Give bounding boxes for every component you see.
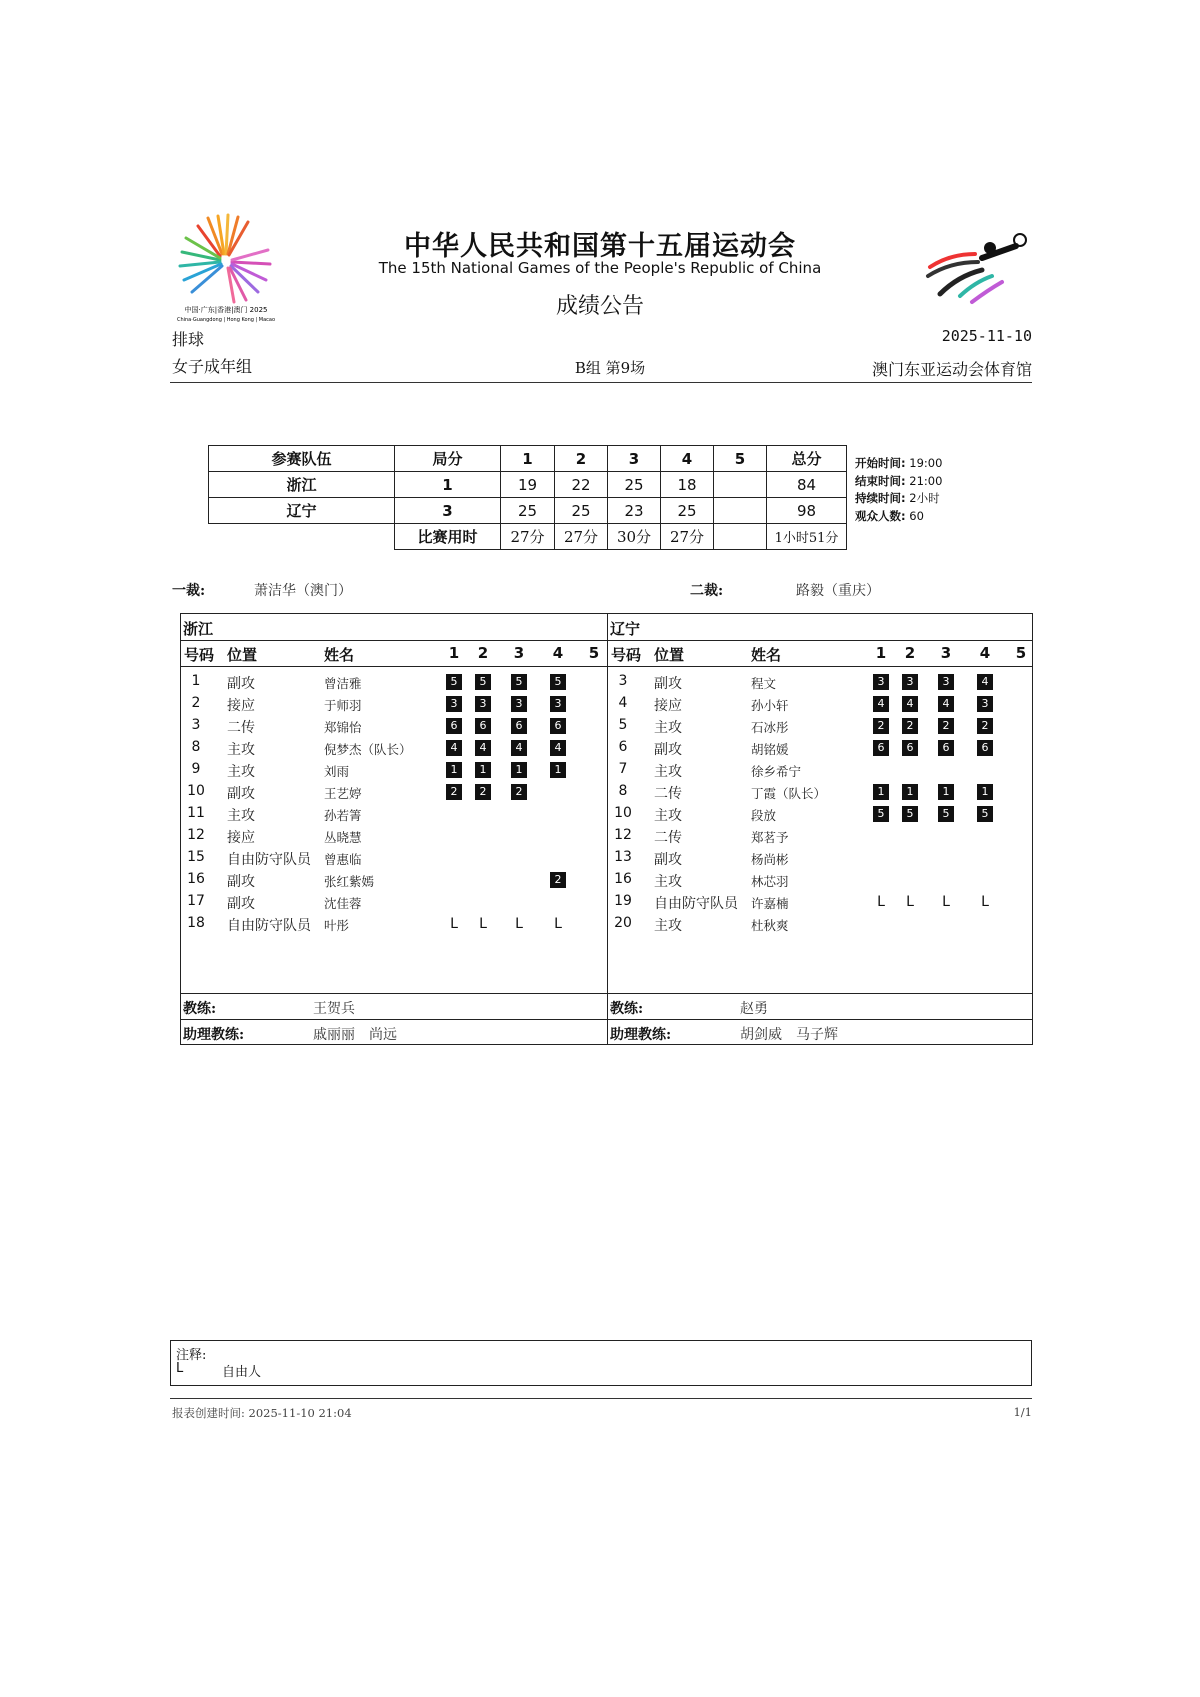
starting-position-cell: 1 [511,762,527,778]
player-name: 许嘉楠 [751,896,789,911]
player-position: 主攻 [227,808,255,824]
player-name: 郑锦怡 [324,720,362,735]
col-header-set: 2 [904,644,916,662]
player-position: 副攻 [227,896,255,912]
player-position: 主攻 [654,874,682,890]
starting-position-cell: 1 [550,762,566,778]
coach-label: 教练: [183,1001,217,1017]
start-time-label: 开始时间: [855,456,906,470]
player-number: 3 [191,717,201,733]
set-duration [714,524,767,550]
team-divider [608,993,1032,994]
starting-position-cell: 2 [511,784,527,800]
score-header-sets: 局分 [395,446,501,472]
score-set: 23 [608,498,661,524]
col-header-set: 1 [875,644,887,662]
player-number: 17 [187,893,205,909]
player-number: 20 [614,915,632,931]
starting-position-cell: 4 [873,696,889,712]
player-number: 8 [191,739,201,755]
score-set: 25 [661,498,714,524]
spectators-label: 观众人数: [855,508,906,523]
col-header-set: 4 [979,644,991,662]
starting-position-cell: L [515,916,523,932]
player-row [181,825,607,847]
player-row [181,913,607,935]
col-header-number: 号码 [184,646,215,664]
assistant-coach-names: 戚丽丽 尚远 [313,1027,397,1043]
player-number: 8 [618,783,628,799]
player-number: 16 [187,871,205,887]
total-duration: 1小时51分 [767,524,847,550]
col-header-set: 2 [477,644,489,662]
score-sets-won: 1 [395,472,501,498]
col-header-set: 5 [588,644,600,662]
player-name: 段放 [751,808,777,823]
score-set: 25 [501,498,555,524]
starting-position-cell: 5 [446,674,462,690]
score-set [714,472,767,498]
title-chinese: 中华人民共和国第十五届运动会 [404,231,796,262]
score-total: 84 [767,472,847,498]
player-row [181,803,607,825]
player-number: 1 [191,673,201,689]
footer-divider [170,1398,1032,1399]
score-set: 22 [555,472,608,498]
player-name: 于师羽 [324,698,362,713]
starting-position-cell: 1 [977,784,993,800]
starting-position-cell: 3 [446,696,462,712]
team-panel-zhejiang [180,613,608,1045]
starting-position-cell: 3 [475,696,491,712]
starting-position-cell: 4 [446,740,462,756]
player-number: 15 [187,849,205,865]
player-position: 接应 [227,698,255,714]
col-header-set: 5 [1015,644,1027,662]
starting-position-cell: 6 [977,740,993,756]
score-set: 25 [608,472,661,498]
team-name: 辽宁 [610,620,641,638]
player-row [608,693,1032,715]
logo-subtext: China·Guangdong | Hong Kong | Macao [176,317,276,323]
score-table [208,445,847,550]
player-row [181,847,607,869]
player-name: 杜秋爽 [751,918,789,933]
title-english: The 15th National Games of the People's Republic of China [378,259,822,277]
duration-row [209,524,847,550]
player-row [608,825,1032,847]
starting-position-cell: 2 [938,718,954,734]
player-name: 程文 [751,676,777,691]
first-referee-label: 一裁: [172,583,206,599]
starting-position-cell: 4 [977,674,993,690]
player-number: 12 [187,827,205,843]
player-position: 主攻 [654,808,682,824]
score-set: 19 [501,472,555,498]
starting-position-cell: 4 [475,740,491,756]
player-name: 林芯羽 [751,874,789,889]
player-position: 自由防守队员 [227,852,311,868]
player-name: 孙小轩 [751,698,789,713]
starting-position-cell: L [942,894,950,910]
set-duration: 27分 [661,524,714,550]
volleyball-pictogram [920,232,1030,307]
starting-position-cell: 6 [475,718,491,734]
starting-position-cell: 1 [873,784,889,800]
player-position: 副攻 [654,676,682,692]
start-time: 19:00 [909,456,943,470]
player-name: 王艺婷 [324,786,362,801]
team-divider [181,666,607,667]
player-name: 丛晓慧 [324,830,362,845]
team-divider [181,640,607,641]
player-number: 13 [614,849,632,865]
score-header-row [209,446,847,472]
starting-position-cell: 6 [873,740,889,756]
starting-position-cell: 3 [902,674,918,690]
score-total: 98 [767,498,847,524]
player-number: 7 [618,761,628,777]
duration-info-label: 持续时间: [855,491,906,505]
team-divider [181,993,607,994]
player-row [181,891,607,913]
player-position: 主攻 [227,742,255,758]
starting-position-cell: 2 [446,784,462,800]
starting-position-cell: 5 [977,806,993,822]
player-row [181,737,607,759]
set-duration: 27分 [501,524,555,550]
player-position: 主攻 [654,918,682,934]
player-row [608,869,1032,891]
starting-position-cell: 6 [938,740,954,756]
team-divider [608,666,1032,667]
player-row [181,715,607,737]
starting-position-cell: 2 [902,718,918,734]
score-team-name: 辽宁 [209,498,395,524]
starting-position-cell: 4 [902,696,918,712]
score-header-set2: 2 [555,446,608,472]
duration-info: 2小时 [909,491,940,505]
starting-position-cell: 2 [550,872,566,888]
starting-position-cell: L [981,894,989,910]
second-referee-label: 二裁: [690,583,724,599]
starting-position-cell: 6 [446,718,462,734]
col-header-number: 号码 [611,646,642,664]
starting-position-cell: 1 [902,784,918,800]
spectators: 60 [909,508,924,523]
score-sets-won: 3 [395,498,501,524]
starting-position-cell: 3 [938,674,954,690]
coach-name: 王贺兵 [313,1001,355,1017]
category-label: 女子成年组 [172,357,253,376]
starting-position-cell: 3 [977,696,993,712]
notes-box [170,1340,1032,1386]
team-divider [608,640,1032,641]
starting-position-cell: 3 [550,696,566,712]
player-number: 19 [614,893,632,909]
starting-position-cell: 4 [938,696,954,712]
player-name: 丁霞（队长） [751,786,827,801]
end-time-label: 结束时间: [855,473,906,488]
player-row [608,671,1032,693]
player-name: 郑茗予 [751,830,789,845]
sport-label: 排球 [172,330,205,349]
team-panel-liaoning [607,613,1033,1045]
match-info [855,455,942,525]
player-position: 接应 [227,830,255,846]
score-header-total: 总分 [767,446,847,472]
starting-position-cell: 6 [511,718,527,734]
starting-position-cell: 3 [873,674,889,690]
col-header-name: 姓名 [324,646,355,664]
player-position: 副攻 [227,874,255,890]
starting-position-cell: 5 [902,806,918,822]
player-row [608,715,1032,737]
empty-cell [209,524,395,550]
starting-position-cell: 1 [475,762,491,778]
player-position: 副攻 [227,676,255,692]
assistant-coach-label: 助理教练: [610,1027,672,1043]
starting-position-cell: 3 [511,696,527,712]
player-row [181,759,607,781]
end-time: 21:00 [909,473,943,488]
starting-position-cell: 5 [475,674,491,690]
games-emblem-icon [170,208,282,326]
player-number: 12 [614,827,632,843]
header-divider [170,382,1032,383]
coach-label: 教练: [610,1001,644,1017]
score-header-set4: 4 [661,446,714,472]
starting-position-cell: 1 [446,762,462,778]
logo-text: 中国·广东|香港|澳门 2025 [184,306,268,314]
team-divider [608,1019,1032,1020]
player-number: 10 [614,805,632,821]
player-position: 副攻 [654,852,682,868]
starting-position-cell: L [479,916,487,932]
starting-position-cell: 2 [977,718,993,734]
score-row [209,472,847,498]
player-position: 主攻 [227,764,255,780]
starting-position-cell: 5 [938,806,954,822]
player-name: 叶彤 [324,918,350,933]
col-header-position: 位置 [227,646,258,664]
starting-position-cell: L [877,894,885,910]
score-header-set1: 1 [501,446,555,472]
coach-name: 赵勇 [740,1001,768,1017]
starting-position-cell: 4 [550,740,566,756]
notes-key: L [176,1361,184,1376]
player-row [608,847,1032,869]
venue-label: 澳门东亚运动会体育馆 [871,360,1032,379]
player-row [181,693,607,715]
player-number: 16 [614,871,632,887]
player-position: 副攻 [227,786,255,802]
score-team-name: 浙江 [209,472,395,498]
team-name: 浙江 [183,620,214,638]
first-referee-name: 萧洁华（澳门） [254,583,352,599]
player-name: 杨尚彬 [751,852,789,867]
player-position: 自由防守队员 [227,918,311,934]
player-number: 3 [618,673,628,689]
starting-position-cell: L [906,894,914,910]
player-name: 刘雨 [324,764,350,779]
score-set: 25 [555,498,608,524]
report-title: 成绩公告 [555,294,644,319]
player-name: 张红紫嫣 [324,874,375,889]
col-header-name: 姓名 [751,646,782,664]
score-header-set3: 3 [608,446,661,472]
col-header-set: 4 [552,644,564,662]
player-row [608,737,1032,759]
player-row [608,759,1032,781]
player-number: 11 [187,805,205,821]
player-number: 10 [187,783,205,799]
duration-label: 比赛用时 [395,524,501,550]
assistant-coach-label: 助理教练: [183,1027,245,1043]
starting-position-cell: 5 [550,674,566,690]
set-duration: 27分 [555,524,608,550]
round-label: B组 第9场 [574,359,646,377]
starting-position-cell: 1 [938,784,954,800]
player-position: 自由防守队员 [654,896,738,912]
score-set [714,498,767,524]
player-position: 二传 [227,720,255,736]
player-position: 二传 [654,830,682,846]
player-number: 4 [618,695,628,711]
col-header-position: 位置 [654,646,685,664]
player-position: 二传 [654,786,682,802]
starting-position-cell: 5 [511,674,527,690]
player-number: 18 [187,915,205,931]
score-header-set5: 5 [714,446,767,472]
player-position: 副攻 [654,742,682,758]
starting-position-cell: 6 [550,718,566,734]
set-duration: 30分 [608,524,661,550]
player-name: 石冰彤 [751,720,789,735]
player-name: 曾惠临 [324,852,362,867]
starting-position-cell: L [450,916,458,932]
score-header-team: 参赛队伍 [209,446,395,472]
col-header-set: 3 [940,644,952,662]
player-number: 6 [618,739,628,755]
player-name: 胡铭媛 [751,742,789,757]
col-header-set: 1 [448,644,460,662]
volleyball-player-icon [920,232,1030,307]
player-name: 徐乡希宁 [751,764,802,779]
player-number: 5 [618,717,628,733]
team-divider [181,1019,607,1020]
starting-position-cell: 6 [902,740,918,756]
player-name: 曾洁雅 [324,676,362,691]
second-referee-name: 路毅（重庆） [796,583,880,599]
match-date: 2025-11-10 [941,327,1032,345]
notes-description: 自由人 [222,1365,262,1380]
player-number: 2 [191,695,201,711]
starting-position-cell: 2 [475,784,491,800]
assistant-coach-names: 胡剑威 马子辉 [740,1027,838,1043]
player-position: 主攻 [654,720,682,736]
player-row [608,891,1032,913]
col-header-set: 3 [513,644,525,662]
player-position: 接应 [654,698,682,714]
player-row [181,869,607,891]
player-name: 孙若箐 [324,808,362,823]
player-number: 9 [191,761,201,777]
notes-title: 注释: [176,1348,207,1363]
player-row [608,913,1032,935]
starting-position-cell: 4 [511,740,527,756]
starting-position-cell: L [554,916,562,932]
page-number: 1/1 [1013,1405,1032,1419]
games-logo [170,208,282,326]
player-position: 主攻 [654,764,682,780]
starting-position-cell: 2 [873,718,889,734]
report-created-time: 报表创建时间: 2025-11-10 21:04 [172,1406,352,1420]
player-row [181,671,607,693]
starting-position-cell: 5 [873,806,889,822]
player-name: 倪梦杰（队长） [324,742,412,757]
player-row [608,781,1032,803]
score-set: 18 [661,472,714,498]
score-row [209,498,847,524]
player-row [608,803,1032,825]
player-row [181,781,607,803]
player-name: 沈佳蓉 [324,896,362,911]
